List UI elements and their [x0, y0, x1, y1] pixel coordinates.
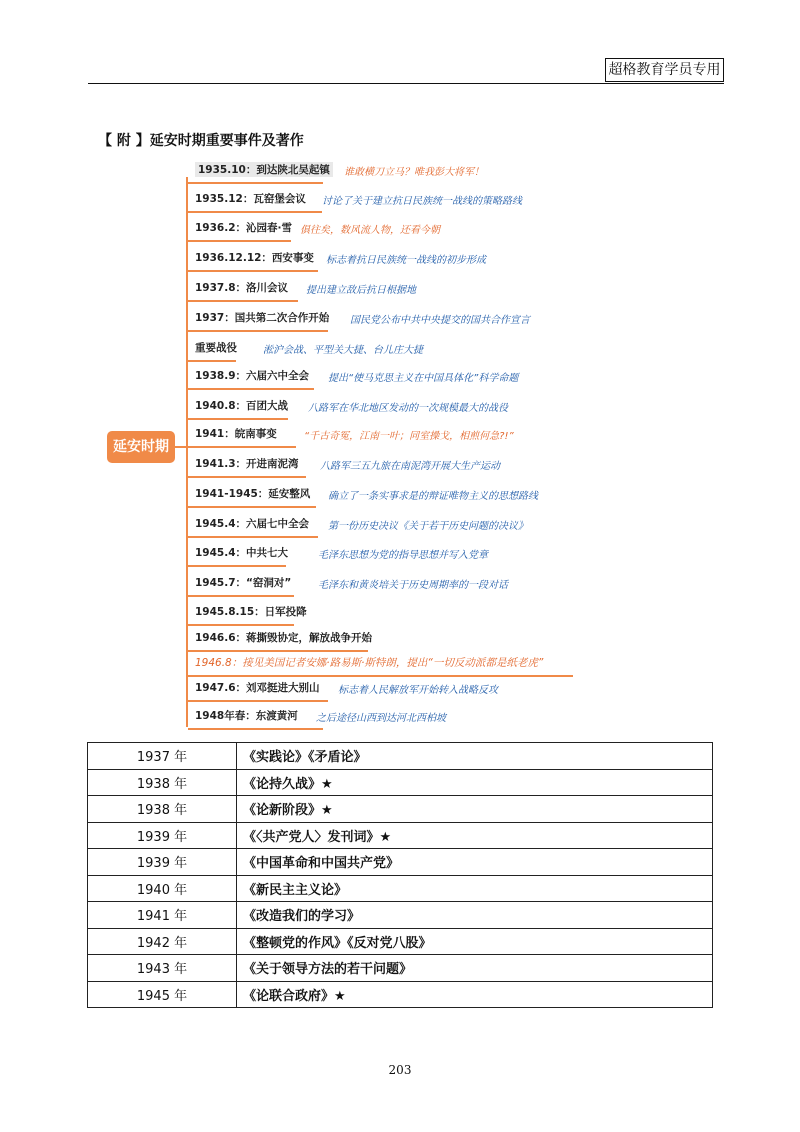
work-year: 1940 年 — [88, 875, 237, 902]
work-title: 《论持久战》★ — [237, 769, 713, 796]
work-title: 《改造我们的学习》 — [237, 902, 713, 929]
table-row — [88, 955, 713, 982]
mindmap-branch — [188, 454, 588, 480]
branch-event: 1935.10：到达陕北吴起镇 — [195, 162, 333, 177]
branch-event: 1945.8.15：日军投降 — [195, 606, 307, 618]
branch-note: 八路军在华北地区发动的一次规模最大的战役 — [308, 403, 508, 414]
mindmap-branch — [188, 653, 588, 679]
branch-event: 1946.6：蒋撕毁协定，解放战争开始 — [195, 632, 373, 644]
branch-note: 提出建立敌后抗日根据地 — [306, 285, 416, 296]
work-year: 1938 年 — [88, 769, 237, 796]
work-year: 1942 年 — [88, 928, 237, 955]
branch-event: 1945.7：“窑洞对” — [195, 577, 292, 589]
branch-event: 1936.12.12：西安事变 — [195, 252, 314, 264]
work-year: 1943 年 — [88, 955, 237, 982]
work-year: 1939 年 — [88, 822, 237, 849]
table-row — [88, 875, 713, 902]
branch-underline — [188, 624, 294, 626]
branch-underline — [188, 595, 294, 597]
mindmap-root-link — [175, 446, 186, 448]
branch-event: 1946.8：接见美国记者安娜·路易斯·斯特朗，提出“一切反动派都是纸老虎” — [195, 657, 544, 669]
branch-note: 国民党公布中共中央提交的国共合作宣言 — [350, 315, 530, 326]
branch-underline — [188, 700, 328, 702]
mindmap-branch — [188, 278, 588, 304]
branch-event: 1941.3：开进南泥湾 — [195, 458, 299, 470]
branch-underline — [188, 240, 291, 242]
work-title: 《〈共产党人〉发刊词》★ — [237, 822, 713, 849]
work-title: 《中国革命和中国共产党》 — [237, 849, 713, 876]
branch-event: 1936.2：沁园春·雪 — [195, 222, 293, 234]
mindmap-branch — [188, 484, 588, 510]
branch-note: 讨论了关于建立抗日民族统一战线的策略路线 — [322, 196, 522, 207]
mindmap-branch — [188, 308, 588, 334]
mindmap-branch — [188, 602, 588, 628]
mindmap-branch — [188, 218, 588, 244]
mindmap-root: 延安时期 — [107, 431, 175, 463]
works-table — [87, 742, 713, 1008]
branch-underline — [188, 675, 573, 677]
header-rule — [88, 83, 724, 84]
branch-event: 1938.9：六届六中全会 — [195, 370, 310, 382]
mindmap-branch — [188, 424, 588, 450]
branch-note: “千古奇冤，江南一叶；同室操戈，相煎何急?!” — [304, 431, 514, 442]
work-year: 1941 年 — [88, 902, 237, 929]
work-title: 《论联合政府》★ — [237, 981, 713, 1008]
branch-note: 毛泽东和黄炎培关于历史周期率的一段对话 — [318, 580, 508, 591]
mindmap-branch — [188, 678, 588, 704]
branch-underline — [188, 506, 316, 508]
branch-underline — [188, 476, 306, 478]
branch-event: 1941：皖南事变 — [195, 428, 277, 440]
work-title: 《实践论》《矛盾论》 — [237, 743, 713, 770]
branch-underline — [188, 650, 368, 652]
mindmap-branch — [188, 706, 588, 732]
branch-underline — [188, 388, 314, 390]
branch-event: 1948年春：东渡黄河 — [195, 710, 298, 722]
branch-note: 确立了一条实事求是的辩证唯物主义的思想路线 — [328, 491, 538, 502]
branch-underline — [188, 728, 323, 730]
branch-underline — [188, 360, 236, 362]
branch-event: 1947.6：刘邓挺进大别山 — [195, 682, 320, 694]
table-row — [88, 743, 713, 770]
branch-note: 之后途径山西到达河北西柏坡 — [316, 713, 446, 724]
section-title: 【 附 】延安时期重要事件及著作 — [98, 133, 304, 149]
table-row — [88, 822, 713, 849]
branch-underline — [188, 211, 322, 213]
table-row — [88, 796, 713, 823]
branch-event: 1937：国共第二次合作开始 — [195, 312, 330, 324]
work-year: 1938 年 — [88, 796, 237, 823]
table-row — [88, 928, 713, 955]
branch-underline — [188, 446, 296, 448]
branch-underline — [188, 330, 328, 332]
mindmap-branch — [188, 543, 588, 569]
mindmap-branch — [188, 160, 588, 186]
branch-note: 淞沪会战、平型关大捷、台儿庄大捷 — [263, 345, 423, 356]
mindmap-branch — [188, 189, 588, 215]
branch-note: 标志着抗日民族统一战线的初步形成 — [326, 255, 486, 266]
branch-note: 毛泽东思想为党的指导思想并写入党章 — [318, 550, 488, 561]
mindmap-branch — [188, 366, 588, 392]
work-year: 1939 年 — [88, 849, 237, 876]
branch-note: 提出“使马克思主义在中国具体化”科学命题 — [328, 373, 519, 384]
branch-note: 谁敢横刀立马？唯我彭大将军！ — [344, 167, 484, 178]
branch-event: 1945.4：六届七中全会 — [195, 518, 310, 530]
branch-event: 重要战役 — [195, 342, 237, 354]
branch-event: 1940.8：百团大战 — [195, 400, 289, 412]
branch-note: 八路军三五九旅在南泥湾开展大生产运动 — [320, 461, 500, 472]
branch-underline — [188, 270, 318, 272]
branch-underline — [188, 418, 288, 420]
branch-underline — [188, 536, 318, 538]
mindmap-branch — [188, 628, 588, 654]
branch-event: 1935.12：瓦窑堡会议 — [195, 193, 306, 205]
work-title: 《新民主主义论》 — [237, 875, 713, 902]
table-row — [88, 902, 713, 929]
work-year: 1937 年 — [88, 743, 237, 770]
mindmap-branch — [188, 514, 588, 540]
work-title: 《关于领导方法的若干问题》 — [237, 955, 713, 982]
table-row — [88, 769, 713, 796]
mindmap-branch — [188, 338, 588, 364]
branch-note: 标志着人民解放军开始转入战略反攻 — [338, 685, 498, 696]
header-tag: 超格教育学员专用 — [605, 58, 724, 82]
work-year: 1945 年 — [88, 981, 237, 1008]
mindmap-branch — [188, 396, 588, 422]
work-title: 《整顿党的作风》《反对党八股》 — [237, 928, 713, 955]
branch-underline — [188, 300, 298, 302]
page-number: 203 — [388, 1063, 412, 1077]
table-row — [88, 981, 713, 1008]
work-title: 《论新阶段》★ — [237, 796, 713, 823]
branch-event: 1945.4：中共七大 — [195, 547, 289, 559]
branch-note: 第一份历史决议《关于若干历史问题的决议》 — [328, 521, 528, 532]
branch-event: 1941-1945：延安整风 — [195, 488, 311, 500]
branch-event: 1937.8：洛川会议 — [195, 282, 289, 294]
branch-underline — [188, 565, 286, 567]
branch-note: 俱往矣，数风流人物，还看今朝 — [300, 225, 440, 236]
table-row — [88, 849, 713, 876]
mindmap-branch — [188, 248, 588, 274]
mindmap-branch — [188, 573, 588, 599]
branch-underline — [188, 182, 323, 184]
